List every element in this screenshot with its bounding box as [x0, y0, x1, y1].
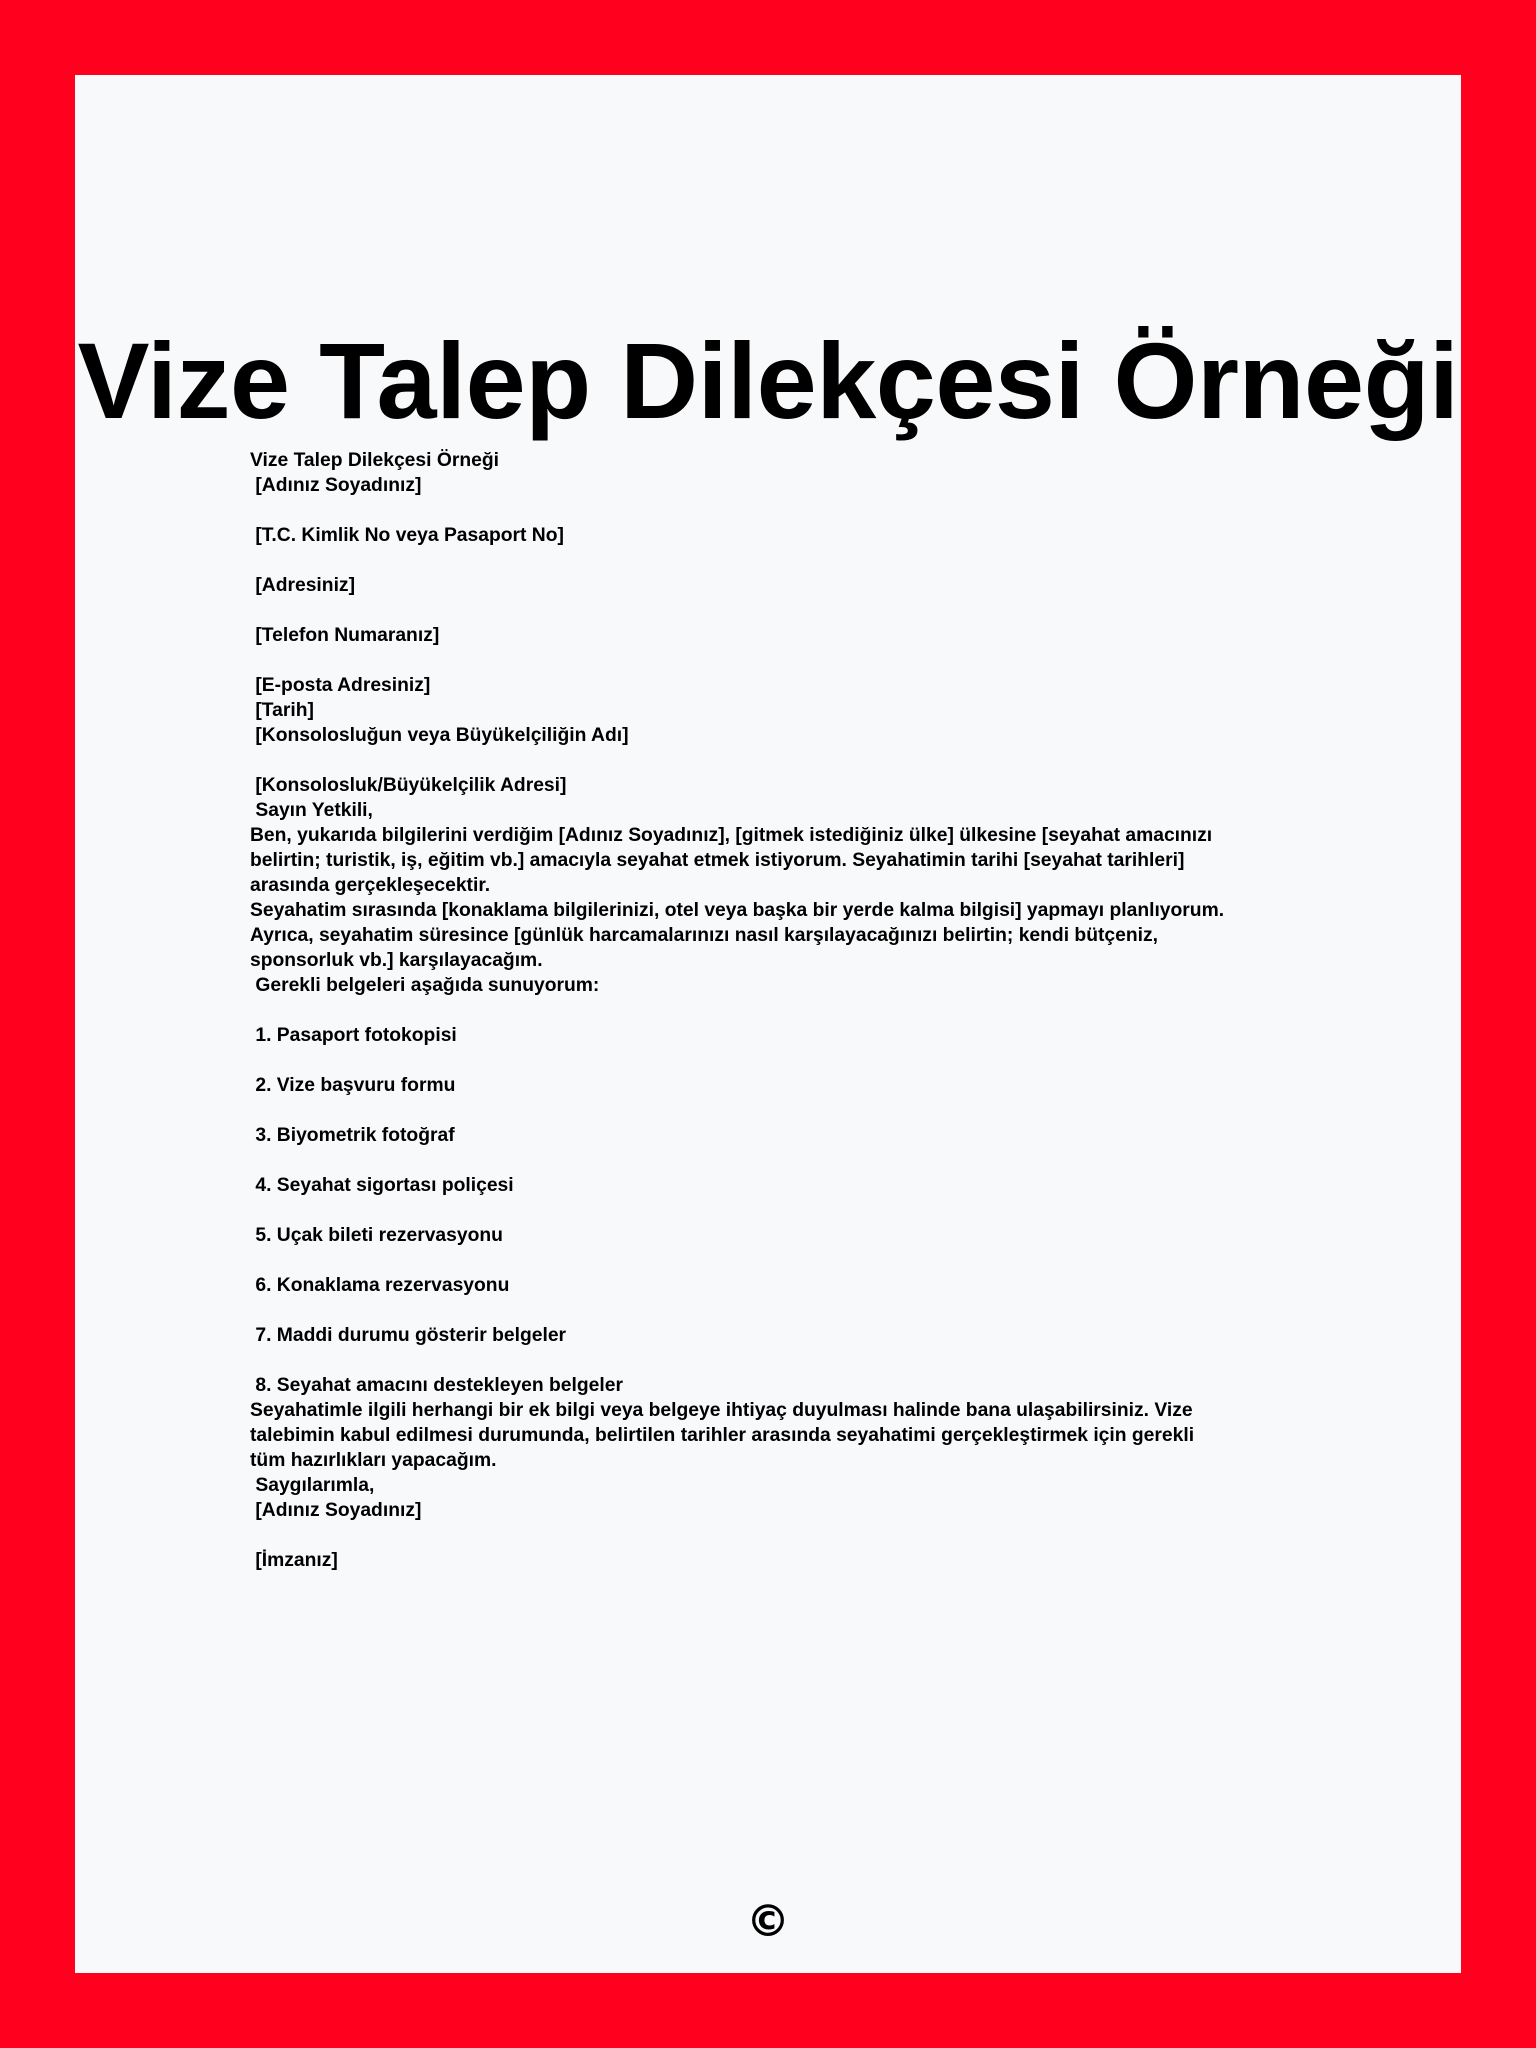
blank-line	[250, 1048, 1310, 1073]
letter-line: [Adınız Soyadınız]	[250, 475, 422, 496]
blank-line	[250, 498, 1310, 523]
letter-line: Sayın Yetkili,	[250, 800, 373, 821]
letter-line: 6. Konaklama rezervasyonu	[250, 1275, 510, 1296]
blank-line	[250, 748, 1310, 773]
blank-line	[250, 648, 1310, 673]
copyright-symbol: ©	[746, 1896, 790, 1947]
letter-line: [Adınız Soyadınız]	[250, 1500, 422, 1521]
letter-line: Vize Talep Dilekçesi Örneği	[250, 450, 499, 471]
blank-line	[250, 998, 1310, 1023]
blank-line	[250, 1523, 1310, 1548]
blank-line	[250, 1098, 1310, 1123]
letter-line: 3. Biyometrik fotoğraf	[250, 1125, 455, 1146]
letter-line: Gerekli belgeleri aşağıda sunuyorum:	[250, 975, 600, 996]
letter-line: 2. Vize başvuru formu	[250, 1075, 456, 1096]
letter-line: [Adresiniz]	[250, 575, 355, 596]
letter-line: [Tarih]	[250, 700, 314, 721]
letter-line: belirtin; turistik, iş, eğitim vb.] amacıyla seyahat etmek istiyorum. Seyahatimin tarihi [seyahat tarihleri]	[250, 850, 1185, 871]
letter-line: 5. Uçak bileti rezervasyonu	[250, 1225, 503, 1246]
letter-line: 7. Maddi durumu gösterir belgeler	[250, 1325, 567, 1346]
document-page	[75, 75, 1461, 1973]
letter-line: [T.C. Kimlik No veya Pasaport No]	[250, 525, 564, 546]
blank-line	[250, 1298, 1310, 1323]
blank-line	[250, 598, 1310, 623]
letter-line: Seyahatim sırasında [konaklama bilgilerinizi, otel veya başka bir yerde kalma bilgisi] yapmayı planlıyorum.	[250, 900, 1225, 921]
letter-line: tüm hazırlıkları yapacağım.	[250, 1450, 497, 1471]
letter-line: Ayrıca, seyahatim süresince [günlük harcamalarınızı nasıl karşılayacağınızı belirtin; kendi bütçeniz,	[250, 925, 1158, 946]
page-title: Vize Talep Dilekçesi Örneği	[77, 320, 1459, 441]
blank-line	[250, 1348, 1310, 1373]
letter-body	[250, 448, 1310, 1573]
blank-line	[250, 1148, 1310, 1173]
blank-line	[250, 1198, 1310, 1223]
letter-line: 8. Seyahat amacını destekleyen belgeler	[250, 1375, 623, 1396]
letter-line: 1. Pasaport fotokopisi	[250, 1025, 457, 1046]
letter-line: sponsorluk vb.] karşılayacağım.	[250, 950, 543, 971]
letter-line: 4. Seyahat sigortası poliçesi	[250, 1175, 514, 1196]
letter-line: Seyahatimle ilgili herhangi bir ek bilgi veya belgeye ihtiyaç duyulması halinde bana ulaşabilirsiniz. Vize	[250, 1400, 1193, 1421]
letter-line: [Konsolosluk/Büyükelçilik Adresi]	[250, 775, 567, 796]
letter-line: [E-posta Adresiniz]	[250, 675, 431, 696]
letter-line: arasında gerçekleşecektir.	[250, 875, 491, 896]
blank-line	[250, 1248, 1310, 1273]
letter-line: Ben, yukarıda bilgilerini verdiğim [Adınız Soyadınız], [gitmek istediğiniz ülke] ülkesine [seyahat amacınızı	[250, 825, 1213, 846]
letter-line: [Telefon Numaranız]	[250, 625, 440, 646]
letter-line: [İmzanız]	[250, 1550, 338, 1571]
letter-line: Saygılarımla,	[250, 1475, 375, 1496]
letter-line: [Konsolosluğun veya Büyükelçiliğin Adı]	[250, 725, 629, 746]
letter-line: talebimin kabul edilmesi durumunda, belirtilen tarihler arasında seyahatimi gerçekleştirmek için gerekli	[250, 1425, 1195, 1446]
blank-line	[250, 548, 1310, 573]
